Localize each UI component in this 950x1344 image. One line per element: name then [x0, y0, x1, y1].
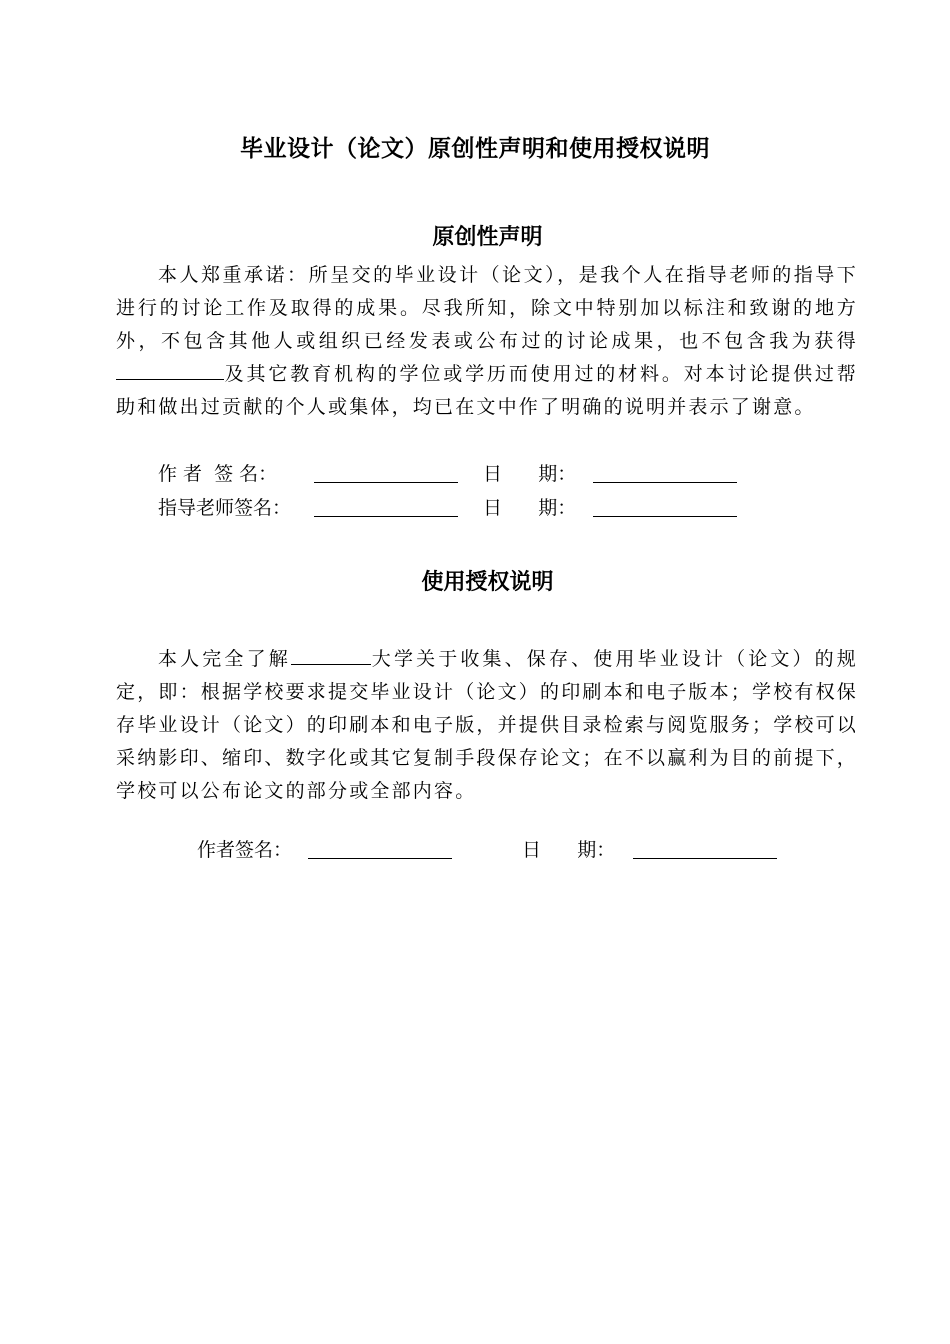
- authorization-date-line[interactable]: [633, 858, 777, 859]
- author-date-line[interactable]: [593, 482, 737, 483]
- author-signature-row: [0, 459, 950, 489]
- originality-heading: 原创性声明: [432, 225, 543, 250]
- authorization-heading: 使用授权说明: [421, 570, 554, 595]
- originality-text-part2: 及其它教育机构的学位或学历而使用过的材料。对本讨论提供过帮助和做出过贡献的个人或集体，均已在文中作了明确的说明并表示了谢意。: [116, 363, 858, 418]
- advisor-sign-label: 指导老师签名：: [158, 497, 292, 519]
- authorization-sign-label: 作者签名：: [197, 839, 293, 861]
- authorization-text-part2: 大学关于收集、保存、使用毕业设计（论文）的规定，即：根据学校要求提交毕业设计（论文）的印刷本和电子版本；学校有权保存毕业设计（论文）的印刷本和电子版，并提供目录检索与阅览服务；学校可以采纳影印、缩印、数字化或其它复制手段保存论文；在不以赢利为目的前提下，学校可以公布论文的部分或全部内容。: [116, 648, 859, 802]
- authorization-statement: [116, 643, 858, 808]
- university-name-blank[interactable]: [291, 644, 371, 665]
- advisor-signature-row: [0, 493, 950, 523]
- author-sign-label: 作 者 签 名：: [158, 463, 278, 485]
- author-date-label: 日 期：: [483, 463, 577, 485]
- document-title: 毕业设计（论文）原创性声明和使用授权说明: [240, 136, 710, 162]
- author-signature-line[interactable]: [314, 482, 458, 483]
- authorization-date-label: 日 期：: [522, 839, 616, 861]
- school-name-blank[interactable]: [116, 359, 224, 380]
- advisor-signature-line[interactable]: [314, 516, 458, 517]
- authorization-text-part1: 本人完全了解: [158, 648, 291, 670]
- originality-text-part1: 本人郑重承诺：所呈交的毕业设计（论文），是我个人在指导老师的指导下进行的讨论工作及取得的成果。尽我所知，除文中特别加以标注和致谢的地方外，不包含其他人或组织已经发表或公布过的讨论成果，也不包含我为获得: [116, 264, 858, 352]
- advisor-date-line[interactable]: [593, 516, 737, 517]
- authorization-signature-row: [0, 835, 950, 865]
- originality-statement: [116, 259, 858, 424]
- authorization-signature-line[interactable]: [308, 858, 452, 859]
- advisor-date-label: 日 期：: [483, 497, 577, 519]
